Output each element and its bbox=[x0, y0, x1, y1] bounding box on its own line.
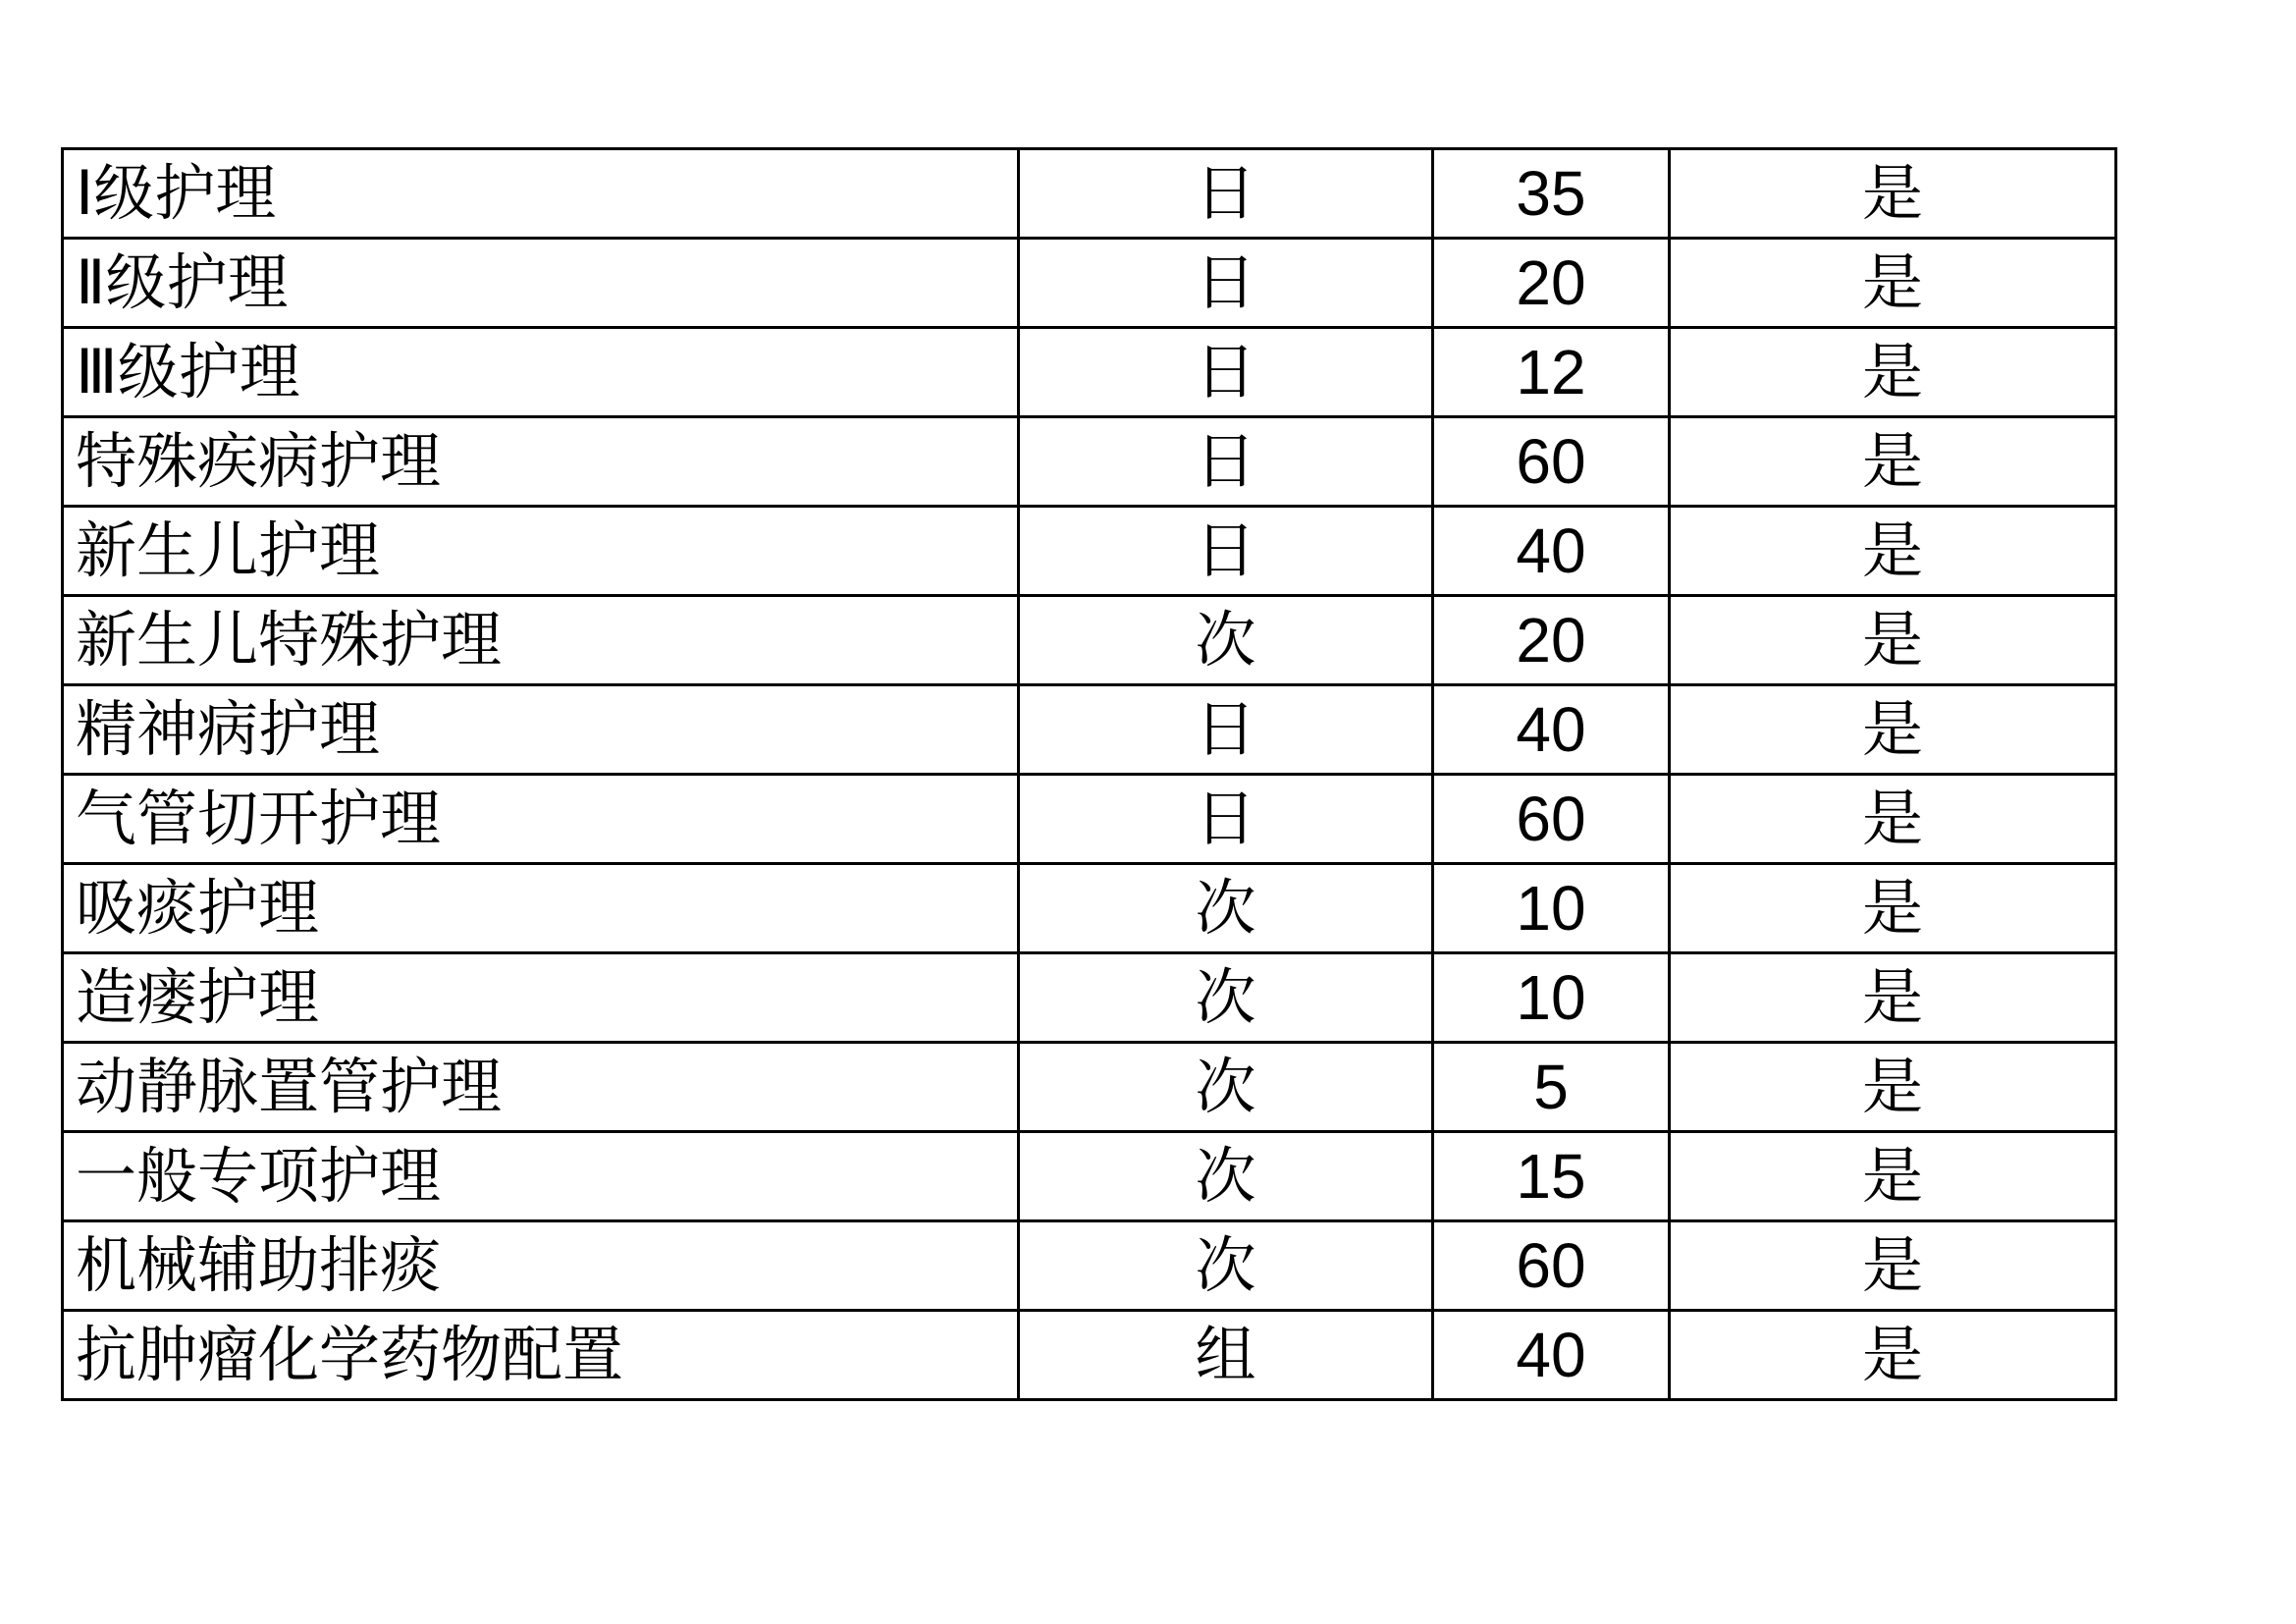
price-cell: 60 bbox=[1433, 1221, 1670, 1311]
flag-cell: 是 bbox=[1670, 685, 2116, 775]
item-name-cell: 一般专项护理 bbox=[63, 1132, 1019, 1221]
price-cell: 60 bbox=[1433, 775, 1670, 864]
table-row bbox=[63, 775, 2116, 864]
flag-cell: 是 bbox=[1670, 417, 2116, 507]
price-cell: 12 bbox=[1433, 328, 1670, 417]
item-name-cell: 动静脉置管护理 bbox=[63, 1043, 1019, 1132]
table-row bbox=[63, 685, 2116, 775]
table-row bbox=[63, 953, 2116, 1043]
unit-cell: 日 bbox=[1019, 239, 1433, 328]
price-cell: 35 bbox=[1433, 149, 1670, 239]
unit-cell: 日 bbox=[1019, 149, 1433, 239]
item-name-cell: 精神病护理 bbox=[63, 685, 1019, 775]
table-row bbox=[63, 507, 2116, 596]
price-cell: 5 bbox=[1433, 1043, 1670, 1132]
flag-cell: 是 bbox=[1670, 149, 2116, 239]
unit-cell: 次 bbox=[1019, 1221, 1433, 1311]
flag-cell: 是 bbox=[1670, 1132, 2116, 1221]
price-cell: 40 bbox=[1433, 685, 1670, 775]
flag-cell: 是 bbox=[1670, 775, 2116, 864]
price-cell: 40 bbox=[1433, 1311, 1670, 1400]
flag-cell: 是 bbox=[1670, 1311, 2116, 1400]
item-name-cell: 气管切开护理 bbox=[63, 775, 1019, 864]
unit-cell: 组 bbox=[1019, 1311, 1433, 1400]
flag-cell: 是 bbox=[1670, 1221, 2116, 1311]
flag-cell: 是 bbox=[1670, 1043, 2116, 1132]
unit-cell: 日 bbox=[1019, 328, 1433, 417]
item-name-cell: Ⅰ级护理 bbox=[63, 149, 1019, 239]
table-row bbox=[63, 864, 2116, 953]
flag-cell: 是 bbox=[1670, 596, 2116, 685]
price-cell: 20 bbox=[1433, 239, 1670, 328]
table-row bbox=[63, 1311, 2116, 1400]
price-cell: 10 bbox=[1433, 864, 1670, 953]
unit-cell: 次 bbox=[1019, 953, 1433, 1043]
flag-cell: 是 bbox=[1670, 864, 2116, 953]
flag-cell: 是 bbox=[1670, 239, 2116, 328]
unit-cell: 日 bbox=[1019, 417, 1433, 507]
item-name-cell: 新生儿特殊护理 bbox=[63, 596, 1019, 685]
price-cell: 10 bbox=[1433, 953, 1670, 1043]
unit-cell: 日 bbox=[1019, 775, 1433, 864]
item-name-cell: 抗肿瘤化学药物配置 bbox=[63, 1311, 1019, 1400]
table-row bbox=[63, 1132, 2116, 1221]
unit-cell: 次 bbox=[1019, 864, 1433, 953]
table-row bbox=[63, 1221, 2116, 1311]
flag-cell: 是 bbox=[1670, 953, 2116, 1043]
unit-cell: 次 bbox=[1019, 596, 1433, 685]
unit-cell: 日 bbox=[1019, 685, 1433, 775]
item-name-cell: 造瘘护理 bbox=[63, 953, 1019, 1043]
unit-cell: 次 bbox=[1019, 1132, 1433, 1221]
item-name-cell: Ⅱ级护理 bbox=[63, 239, 1019, 328]
unit-cell: 次 bbox=[1019, 1043, 1433, 1132]
price-cell: 20 bbox=[1433, 596, 1670, 685]
table-row bbox=[63, 1043, 2116, 1132]
price-cell: 40 bbox=[1433, 507, 1670, 596]
item-name-cell: 新生儿护理 bbox=[63, 507, 1019, 596]
table-row bbox=[63, 328, 2116, 417]
item-name-cell: 特殊疾病护理 bbox=[63, 417, 1019, 507]
item-name-cell: 吸痰护理 bbox=[63, 864, 1019, 953]
unit-cell: 日 bbox=[1019, 507, 1433, 596]
flag-cell: 是 bbox=[1670, 328, 2116, 417]
price-cell: 60 bbox=[1433, 417, 1670, 507]
table-body bbox=[63, 149, 2116, 1400]
table-row bbox=[63, 239, 2116, 328]
table-row bbox=[63, 417, 2116, 507]
flag-cell: 是 bbox=[1670, 507, 2116, 596]
price-cell: 15 bbox=[1433, 1132, 1670, 1221]
item-name-cell: 机械辅助排痰 bbox=[63, 1221, 1019, 1311]
table-row bbox=[63, 596, 2116, 685]
nursing-fee-table bbox=[61, 147, 2117, 1401]
item-name-cell: Ⅲ级护理 bbox=[63, 328, 1019, 417]
table-row bbox=[63, 149, 2116, 239]
